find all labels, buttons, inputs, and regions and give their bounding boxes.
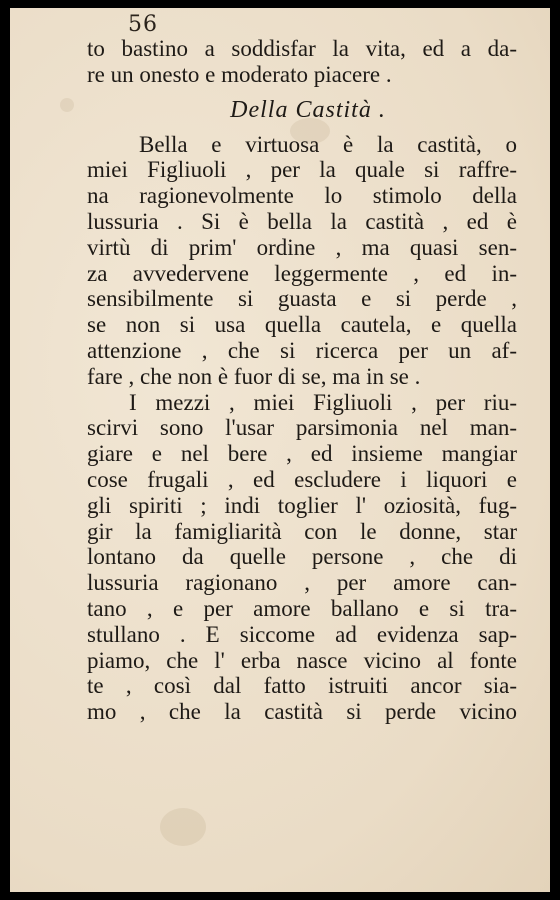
text-line: Bella e virtuosa è la castità, o	[139, 131, 517, 157]
page-number: 56	[128, 12, 158, 37]
text-line: cose frugali , ed escludere i liquori e	[87, 466, 517, 492]
text-line: lussuria . Si è bella la castità , ed è	[87, 208, 517, 234]
text-line: se non si usa quella cautela, e quella	[87, 312, 517, 338]
text-line: attenzione , che si ricerca per un af-	[87, 337, 517, 363]
book-page	[10, 8, 550, 892]
text-line: sensibilmente si guasta e si perde ,	[87, 286, 517, 312]
page-body	[87, 36, 517, 725]
text-line: to bastino a soddisfar la vita, ed a da-	[87, 36, 517, 61]
text-line: piamo, che l' erba nasce vicino al fonte	[87, 647, 517, 673]
text-line: gir la famigliarità con le donne, star	[87, 518, 517, 544]
text-line: lussuria ragionano , per amore can-	[87, 570, 517, 596]
text-line: mo , che la castità si perde vicino	[87, 699, 517, 725]
text-line: te , così dal fatto istruiti ancor sia-	[87, 673, 517, 699]
text-line: fare , che non è fuor di se, ma in se .	[87, 363, 421, 389]
text-line: giare e nel bere , ed insieme mangiar	[87, 441, 517, 467]
text-line: tano , e per amore ballano e si tra-	[87, 595, 517, 621]
section-heading: Della Castità .	[230, 96, 386, 123]
text-line: virtù di prim' ordine , ma quasi sen-	[87, 234, 517, 260]
text-line: I mezzi , miei Figliuoli , per riu-	[129, 389, 517, 415]
text-line: lontano da quelle persone , che di	[87, 544, 517, 570]
text-line: stullano . E siccome ad evidenza sap-	[87, 621, 517, 647]
text-line: na ragionevolmente lo stimolo della	[87, 183, 517, 209]
text-line: scirvi sono l'usar parsimonia nel man-	[87, 415, 517, 441]
text-line: re un onesto e moderato piacere .	[87, 61, 392, 87]
paper-stain	[160, 808, 206, 846]
text-line: za avvedervene leggermente , ed in-	[87, 260, 517, 286]
paper-stain	[60, 98, 74, 112]
text-line: gli spiriti ; indi toglier l' oziosità, fug-	[87, 492, 517, 518]
text-line: miei Figliuoli , per la quale si raffre-	[87, 157, 517, 183]
